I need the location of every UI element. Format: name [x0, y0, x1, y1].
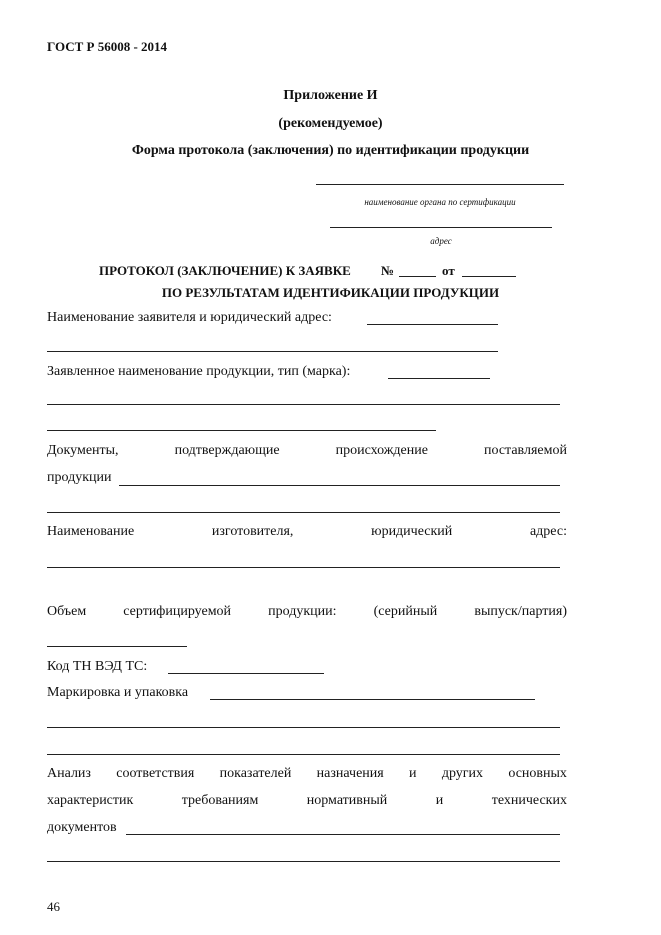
- from-word: от: [442, 263, 455, 278]
- code-label: Код ТН ВЭД ТС:: [47, 659, 148, 674]
- analysis-field-line-2[interactable]: [47, 861, 560, 862]
- code-field[interactable]: [168, 673, 324, 674]
- form-title: Форма протокола (заключения) по идентификации продукции: [131, 143, 530, 158]
- marking-label: Маркировка и упаковка: [47, 685, 189, 700]
- declared-product-label: Заявленное наименование продукции, тип (марка):: [47, 364, 351, 379]
- analysis-label-cont: документов: [47, 820, 117, 835]
- cert-body-name-line[interactable]: [316, 184, 564, 185]
- documents-field-line-2[interactable]: [47, 512, 560, 513]
- declared-product-line-3[interactable]: [47, 430, 436, 431]
- cert-body-address-line[interactable]: [330, 227, 552, 228]
- volume-field[interactable]: [47, 646, 187, 647]
- manufacturer-field[interactable]: [47, 567, 560, 568]
- protocol-heading: ПРОТОКОЛ (ЗАКЛЮЧЕНИЕ) К ЗАЯВКЕ: [99, 263, 351, 278]
- marking-field[interactable]: [210, 699, 535, 700]
- marking-field-line-2[interactable]: [47, 727, 560, 728]
- declared-product-line-2[interactable]: [47, 404, 560, 405]
- applicant-label: Наименование заявителя и юридический адрес:: [47, 310, 332, 325]
- volume-label: Объем сертифицируемой продукции: (серийный выпуск/партия): [47, 604, 567, 619]
- analysis-label: Анализ соответствия показателей назначения и других основных: [47, 766, 567, 781]
- cert-body-address-caption: адрес: [430, 236, 452, 246]
- standard-code: ГОСТ Р 56008 - 2014: [47, 39, 168, 54]
- application-date-line[interactable]: [462, 276, 516, 277]
- documents-label-cont: продукции: [47, 470, 112, 485]
- analysis-label-line-2: характеристик требованиям нормативный и технических: [47, 793, 567, 808]
- application-number-line[interactable]: [399, 276, 436, 277]
- protocol-subheading: ПО РЕЗУЛЬТАТАМ ИДЕНТИФИКАЦИИ ПРОДУКЦИИ: [161, 285, 500, 300]
- appendix-note: (рекомендуемое): [278, 116, 383, 131]
- marking-field-line-3[interactable]: [47, 754, 560, 755]
- cert-body-name-caption: наименование органа по сертификации: [364, 197, 516, 207]
- declared-product-field[interactable]: [388, 378, 490, 379]
- page-number: 46: [47, 899, 60, 914]
- documents-label: Документы, подтверждающие происхождение поставляемой: [47, 443, 567, 458]
- analysis-field[interactable]: [126, 834, 560, 835]
- documents-field[interactable]: [119, 485, 560, 486]
- appendix-title: Приложение И: [283, 88, 378, 103]
- manufacturer-label: Наименование изготовителя, юридический адрес:: [47, 524, 567, 539]
- applicant-field-line-2[interactable]: [47, 351, 498, 352]
- applicant-field[interactable]: [367, 324, 498, 325]
- number-sign: №: [381, 263, 395, 278]
